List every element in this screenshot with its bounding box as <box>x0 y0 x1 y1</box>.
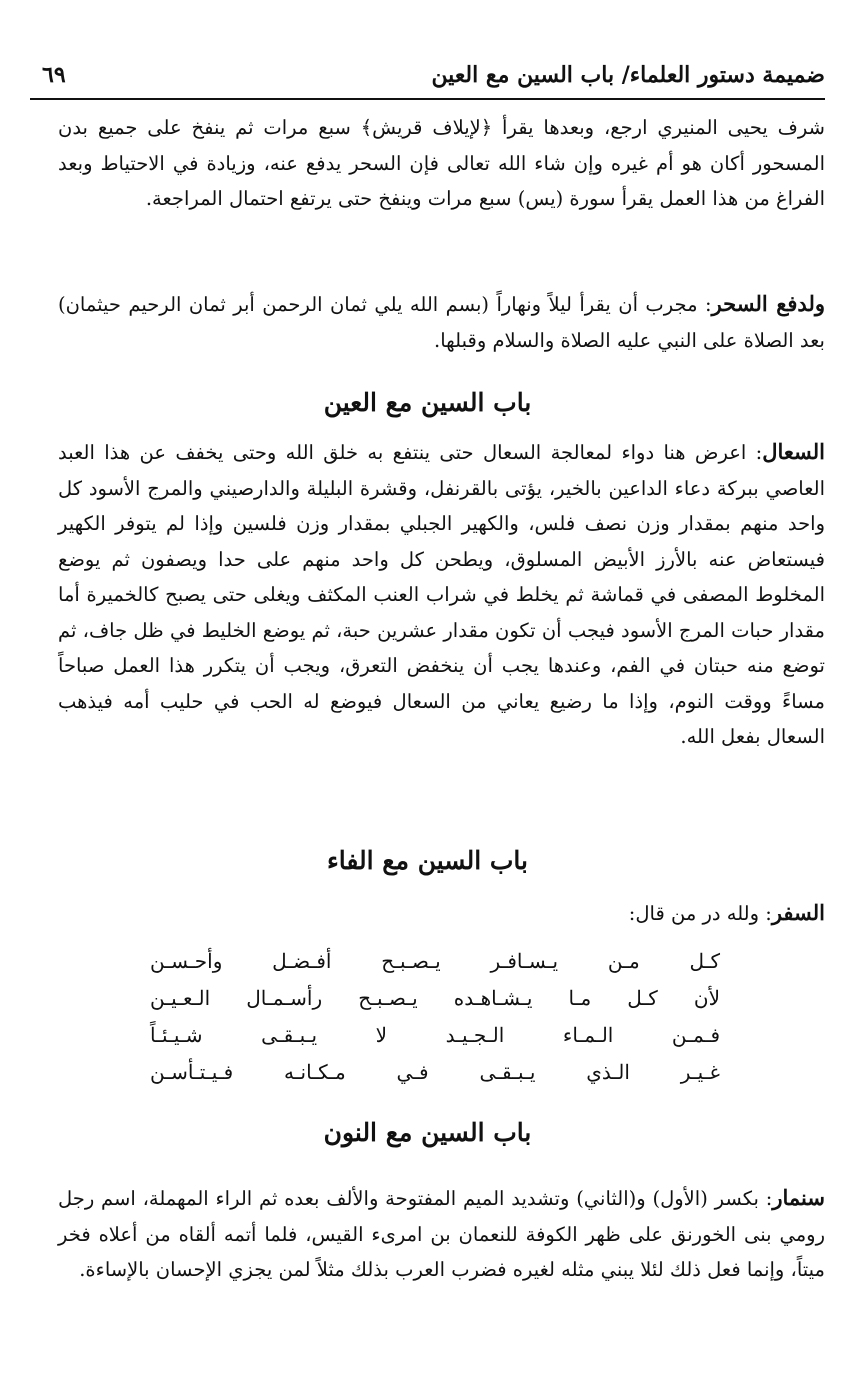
magic-remedy-paragraph <box>58 286 825 358</box>
poem <box>150 943 720 1091</box>
magic-remedy-text: : مجرب أن يقرأ ليلاً ونهاراً (بسم الله يلي ثمان الرحمن أبر ثمان الرحيم حيثمان) بعد الصلاة على النبي عليه الصلاة والسلام وقبلها. <box>58 293 825 352</box>
sinimmar-text: : بكسر (الأول) و(الثاني) وتشديد الميم المفتوحة والألف بعده ثم الراء المهملة، اسم رجل رومي بنى الخورنق على ظهر الكوفة للنعمان بن امرىء القيس، فلما أتمه ألقاه من أعلاه فخر ميتاً، وإنما فعل ذلك لئلا يبني مثله لغيره فضرب العرب بذلك مثلاً لمن يجزي الإحسان بالإساءة. <box>58 1187 825 1281</box>
poem-verse: لأن كـل مـا يـشـاهـده يـصـبـح رأسـمـال الـعـيـن <box>150 986 720 1010</box>
section-heading-fa: باب السين مع الفاء <box>327 846 528 875</box>
running-title: ضميمة دستور العلماء/ باب السين مع العين <box>431 62 825 88</box>
intro-paragraph: شرف يحيى المنيري ارجع، وبعدها يقرأ ﴿لإيلاف قريش﴾ سبع مرات ثم ينفخ على جميع بدن المسحور أكان هو أم غيره وإن شاء الله تعالى فإن السحر يدفع عنه، وزيادة في الاحتياط وبعد الفراغ من هذا العمل يقرأ سورة (يس) سبع مرات وينفخ حتى يرتفع احتمال المراجعة. <box>58 116 825 210</box>
travel-paragraph <box>58 895 825 932</box>
running-header <box>30 58 825 100</box>
cough-text: : اعرض هنا دواء لمعالجة السعال حتى ينتفع به خلق الله وحتى يخفف عن هذا العبد العاصي ببركة دعاء الداعين بالخير، يؤتى بالقرنفل، وقشرة البليلة والدارصيني والمرج الأسود كل واحد منهم بمقدار وزن نصف فلس، والكهير الجبلي بمقدار وزن فلسين وإذا لم يتوفر الكهير فيستعاض عنه بالأرز الأبيض المسلوق، ويطحن كل واحد منهم على حدا ويصفون ثم يوضع المخلوط المصفى في قماشة ثم يخلط في شراب العنب المكثف ويغلى حتى يصبح كالخميرة أما مقدار حبات المرج الأسود فيجب أن تكون مقدار عشرين حبة، ثم يوضع الخليط في ظل جاف، ثم توضع منه حبتان في الفم، وعندها يجب أن ينخفض التعرق، ويجب أن يتكرر هذا العمل صباحاً مساءً ووقت النوم، وإذا ما رضيع يعاني من السعال فيوضع له الحب في حليب أمه فيذهب السعال بفعل الله. <box>58 441 825 748</box>
section-heading-ain: باب السين مع العين <box>323 388 532 417</box>
sinimmar-paragraph <box>58 1180 825 1288</box>
poem-verse: غـيـر الـذي يـبـقـى فـي مـكـانـه فـيـتـأسـن <box>150 1060 720 1084</box>
cough-paragraph <box>58 434 825 755</box>
travel-term: السفر <box>771 900 825 925</box>
poem-verse: كـل مـن يـسـافـر يـصـبـح أفـضـل وأحـسـن <box>150 949 720 973</box>
poem-verse: فـمـن الـمـاء الـجـيـد لا يـبـقـى شـيـئـاً <box>150 1023 720 1047</box>
page-number: ٦٩ <box>42 62 66 88</box>
section-heading-nun: باب السين مع النون <box>323 1118 532 1147</box>
cough-term: السعال <box>762 439 825 464</box>
sinimmar-term: سنمار <box>772 1185 825 1210</box>
magic-remedy-term: ولدفع السحر <box>711 291 825 316</box>
travel-text: : ولله در من قال: <box>628 902 772 925</box>
